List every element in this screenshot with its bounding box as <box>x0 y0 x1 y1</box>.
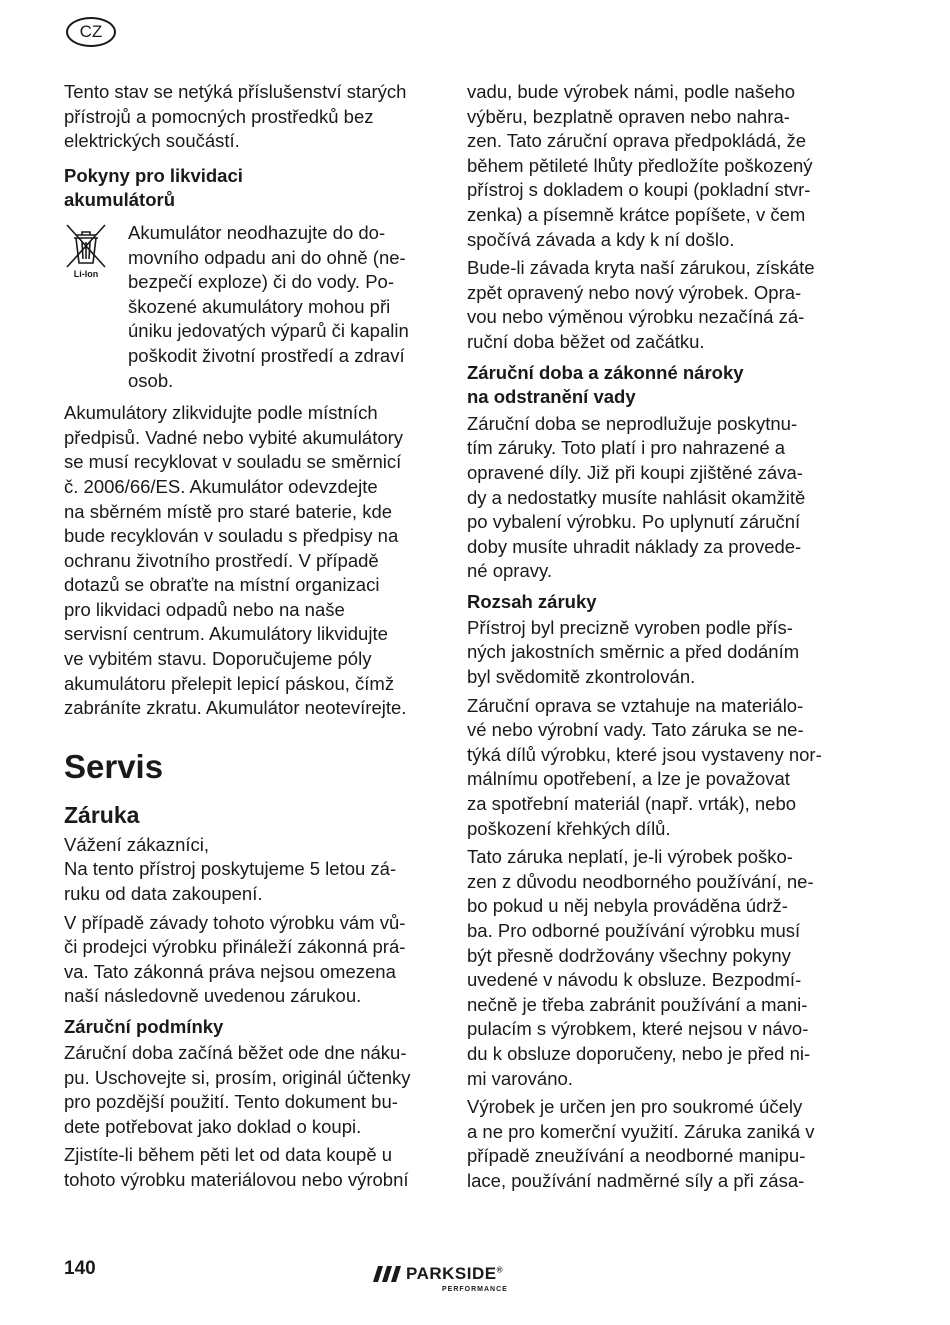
text-line: pro likvidaci odpadů nebo na naše <box>64 598 345 620</box>
text-line: movního odpadu ani do ohně (ne- <box>128 246 406 268</box>
logo-slashes-icon <box>372 1264 404 1284</box>
disposal-paragraph <box>64 401 436 721</box>
text-line: výběru, bezplatně opraven nebo nahra- <box>467 105 790 127</box>
text-line: zabráníte zkratu. Akumulátor neotevírejte. <box>64 697 407 719</box>
podminky-paragraph-1 <box>64 1041 436 1139</box>
battery-warning-text <box>128 221 436 393</box>
rozsah-paragraph-1 <box>467 616 839 690</box>
text-line: Na tento přístroj poskytujeme 5 letou zá- <box>64 858 397 880</box>
zaruka-intro <box>64 833 436 907</box>
text-line: vadu, bude výrobek námi, podle našeho <box>467 81 796 102</box>
text-line: bude recyklován v souladu s předpisy na <box>64 525 399 547</box>
text-line: týká dílů výrobku, které jsou vystaveny nor- <box>467 743 822 765</box>
parkside-logo <box>372 1262 532 1302</box>
text-line: dy a nedostatky musíte nahlásit okamžitě <box>467 486 806 508</box>
warranty-paragraph-1 <box>467 80 839 252</box>
text-line: mi varováno. <box>467 1067 573 1089</box>
text-line: Tento stav se netýká příslušenství starých <box>64 81 407 102</box>
text-line: lace, používání nadměrné síly a při zása- <box>467 1169 805 1191</box>
text-line: poškození křehkých dílů. <box>467 817 671 839</box>
text-line: případě zneužívání a neodborné manipu- <box>467 1145 806 1167</box>
logo-text: PARKSIDE® <box>406 1264 503 1283</box>
text-line: č. 2006/66/ES. Akumulátor odevzdejte <box>64 475 378 497</box>
text-line: ve vybitém stavu. Doporučujeme póly <box>64 648 372 670</box>
text-line: pu. Uschovejte si, prosím, originál účtenky <box>64 1066 411 1088</box>
text-line: zpět opravený nebo nový výrobek. Opra- <box>467 281 802 303</box>
text-line: na sběrném místě pro staré baterie, kde <box>64 500 393 522</box>
text-line: naší následovně uvedenou zárukou. <box>64 985 362 1007</box>
warranty-paragraph-2 <box>467 256 839 354</box>
podminky-paragraph-2 <box>64 1143 436 1192</box>
text-line: zen z důvodu neodborného používání, ne- <box>467 870 814 892</box>
text-line: během pětileté lhůty předložíte poškozený <box>467 154 813 176</box>
zaruka-rights <box>64 911 436 1009</box>
text-line: vou nebo výměnou výrobku nezačíná zá- <box>467 306 805 328</box>
text-line: být přesně dodržovány všechny pokyny <box>467 944 791 966</box>
text-line: Tato záruka neplatí, je-li výrobek poško- <box>467 846 793 868</box>
li-ion-label: Li-Ion <box>73 268 99 279</box>
text-line: vé nebo výrobní vady. Tato záruka se ne- <box>467 719 804 741</box>
text-line: Záruční doba začíná běžet ode dne náku- <box>64 1042 407 1063</box>
text-line: po vybalení výrobku. Po uplynutí záruční <box>467 511 801 533</box>
text-line: opravené díly. Již při koupi zjištěné záva- <box>467 461 803 483</box>
text-line: tohoto výrobku materiálovou nebo výrobní <box>64 1168 409 1190</box>
left-column <box>64 80 436 1197</box>
text-line: Přístroj byl precizně vyroben podle přís- <box>467 616 793 638</box>
page-number: 140 <box>64 1258 96 1279</box>
text-line: Vážení zákazníci, <box>64 833 209 855</box>
intro-paragraph <box>64 80 436 154</box>
text-line: Záruční doba se neprodlužuje poskytnu- <box>467 412 798 434</box>
text-line: tím záruky. Toto platí i pro nahrazené a <box>467 437 786 459</box>
text-line: uvedené v návodu k obsluze. Bezpodmí- <box>467 969 802 991</box>
text-line: se musí recyklovat v souladu se směrnicí <box>64 451 402 473</box>
text-line: du k obsluze doporučeny, nebo je před ni- <box>467 1042 811 1064</box>
text-line: ba. Pro odborné používání výrobku musí <box>467 920 801 941</box>
battery-disposal-heading <box>64 164 436 213</box>
text-line: pulacím s výrobkem, které nejsou v návo- <box>467 1018 809 1040</box>
text-line: Výrobek je určen jen pro soukromé účely <box>467 1096 803 1118</box>
text-line: osob. <box>128 369 174 391</box>
text-line: předpisů. Vadné nebo vybité akumulátory <box>64 426 404 448</box>
text-line: servisní centrum. Akumulátory likvidujte <box>64 623 388 645</box>
text-line: spočívá závada a kdy k ní došlo. <box>467 228 735 250</box>
rozsah-paragraph-2 <box>467 694 839 842</box>
text-line: byl svědomitě zkontrolován. <box>467 666 696 688</box>
text-line: nečně je třeba zabránit používání a mani- <box>467 993 808 1015</box>
text-line: Záruční oprava se vztahuje na materiálo- <box>467 694 804 716</box>
zarucni-podminky-heading: Záruční podmínky <box>64 1016 224 1037</box>
text-line: Záruční doba a zákonné nároky <box>467 361 744 383</box>
text-line: ochranu životního prostředí. V případě <box>64 549 379 571</box>
text-line: V případě závady tohoto výrobku vám vů- <box>64 911 406 933</box>
text-line: Akumulátor neodhazujte do do- <box>128 221 386 243</box>
language-badge: CZ <box>66 17 116 47</box>
battery-warning <box>64 221 436 397</box>
text-line: zen. Tato záruční oprava předpokládá, že <box>467 130 807 152</box>
text-line: dete potřebovat jako doklad o koupi. <box>64 1115 362 1137</box>
text-line: Akumulátory zlikvidujte podle místních <box>64 402 378 424</box>
rozsah-paragraph-4 <box>467 1095 839 1193</box>
text-line: škozené akumulátory mohou při <box>128 295 391 317</box>
text-line: akumulátorů <box>64 189 176 211</box>
text-line: úniku jedovatých výparů či kapalin <box>128 320 409 342</box>
text-line: va. Tato zákonná práva nejsou omezena <box>64 960 396 982</box>
text-line: ruční doba běžet od začátku. <box>467 330 705 352</box>
text-line: a ne pro komerční využití. Záruka zaniká v <box>467 1120 815 1142</box>
text-line: Pokyny pro likvidaci <box>64 164 243 186</box>
text-line: pro pozdější použití. Tento dokument bu- <box>64 1091 398 1113</box>
text-line: akumulátoru přelepit lepicí páskou, čímž <box>64 672 395 694</box>
text-line: zenka) a písemně krátce popíšete, v čem <box>467 203 806 225</box>
text-line: málnímu opotřebení, a lze je považovat <box>467 768 790 790</box>
servis-heading: Servis <box>64 747 164 785</box>
text-line: dotazů se obraťte na místní organizaci <box>64 574 380 596</box>
text-line: bezpečí exploze) či do vody. Po- <box>128 271 394 293</box>
text-line: Bude-li závada kryta naší zárukou, získáte <box>467 257 815 279</box>
logo-subtitle: PERFORMANCE <box>442 1286 508 1293</box>
right-column <box>467 80 839 1198</box>
text-line: za spotřební materiál (např. vrták), nebo <box>467 793 797 815</box>
rozsah-zaruky-heading: Rozsah záruky <box>467 590 597 612</box>
text-line: ných jakostních směrnic a před dodáním <box>467 641 800 663</box>
text-line: Zjistíte-li během pěti let od data koupě u <box>64 1144 393 1166</box>
text-line: přístrojů a pomocných prostředků bez <box>64 105 374 127</box>
text-line: na odstranění vady <box>467 386 636 408</box>
rozsah-paragraph-3 <box>467 845 839 1091</box>
text-line: elektrických součástí. <box>64 130 240 152</box>
text-line: ruku od data zakoupení. <box>64 883 263 905</box>
zaruka-heading: Záruka <box>64 801 140 828</box>
text-line: doby musíte uhradit náklady za provede- <box>467 535 802 557</box>
crossed-bin-icon <box>64 221 128 397</box>
text-line: né opravy. <box>467 560 553 582</box>
text-line: poškodit životní prostředí a zdraví <box>128 344 405 366</box>
zarucni-doba-heading <box>467 361 839 410</box>
text-line: či prodejci výrobku přináleží zákonná prá- <box>64 936 406 958</box>
text-line: bo pokud u něj nebyla prováděna údrž- <box>467 895 788 917</box>
text-line: přístroj s dokladem o koupi (pokladní stvr- <box>467 179 811 201</box>
zarucni-doba-paragraph <box>467 412 839 584</box>
